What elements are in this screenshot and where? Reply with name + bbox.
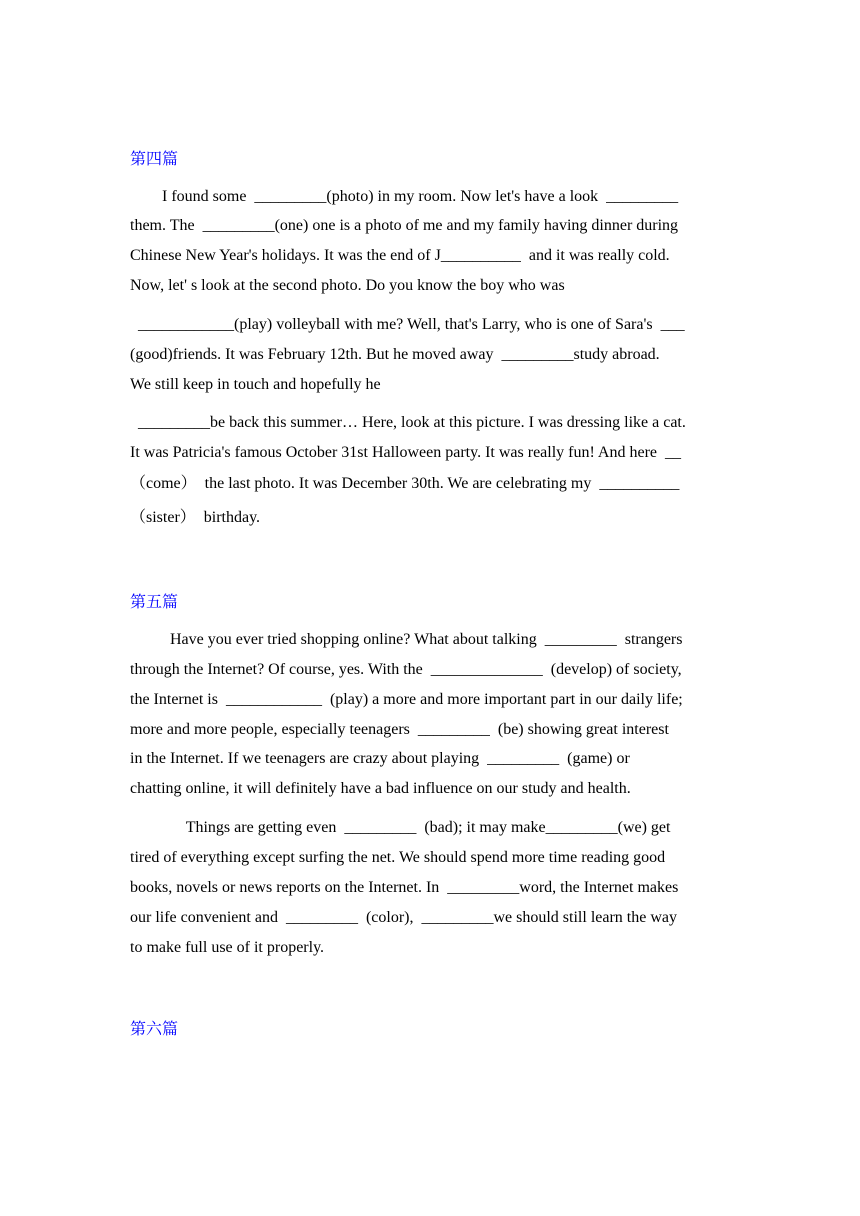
passage-line: I found some _________(photo) in my room. Now let's have a look _________ xyxy=(130,188,679,205)
passage-line: through the Internet? Of course, yes. With the ______________ (develop) of society, xyxy=(130,661,682,678)
passage-line: them. The _________(one) one is a photo of me and my family having dinner during xyxy=(130,217,679,234)
passage-line: Now, let' s look at the second photo. Do you know the boy who was xyxy=(130,277,565,294)
passage-line: books, novels or news reports on the Internet. In _________word, the Internet makes xyxy=(130,879,679,896)
passage-line: （come） the last photo. It was December 30th. We are celebrating my __________ xyxy=(130,475,680,492)
passage-line: We still keep in touch and hopefully he xyxy=(130,376,381,393)
section-title: 第五篇 xyxy=(130,592,179,611)
section-title: 第四篇 xyxy=(130,149,179,168)
passage-line: in the Internet. If we teenagers are crazy about playing _________ (game) or xyxy=(130,750,630,767)
passage-line: Chinese New Year's holidays. It was the end of J__________ and it was really cold. xyxy=(130,247,670,264)
passage-line: tired of everything except surfing the net. We should spend more time reading good xyxy=(130,849,666,866)
passage-line: (good)friends. It was February 12th. But he moved away _________study abroad. xyxy=(130,346,660,363)
passage-line: more and more people, especially teenagers _________ (be) showing great interest xyxy=(130,721,669,738)
section-title: 第六篇 xyxy=(130,1019,179,1038)
passage-line: the Internet is ____________ (play) a more and more important part in our daily life; xyxy=(130,691,683,708)
passage-line: Things are getting even _________ (bad); it may make_________(we) get xyxy=(130,819,671,836)
passage-line: Have you ever tried shopping online? What about talking _________ strangers xyxy=(130,631,683,648)
passage-line: ____________(play) volleyball with me? Well, that's Larry, who is one of Sara's ___ xyxy=(130,316,685,333)
passage-line: （sister） birthday. xyxy=(130,509,261,526)
passage-line: It was Patricia's famous October 31st Halloween party. It was really fun! And here __ xyxy=(130,444,682,461)
passage-line: _________be back this summer… Here, look at this picture. I was dressing like a cat. xyxy=(130,414,686,431)
passage-line: chatting online, it will definitely have a bad influence on our study and health. xyxy=(130,780,631,797)
passage-line: to make full use of it properly. xyxy=(130,939,325,956)
passage-line: our life convenient and _________ (color), _________we should still learn the way xyxy=(130,909,677,926)
